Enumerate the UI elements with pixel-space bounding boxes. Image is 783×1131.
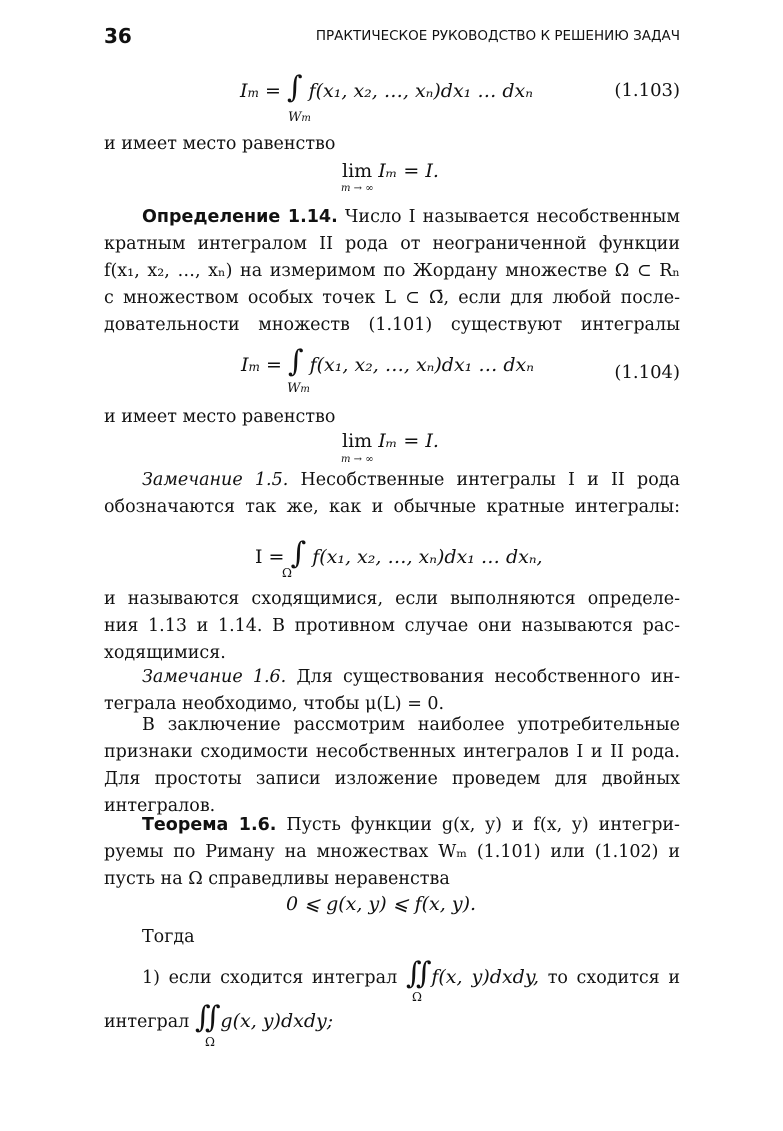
- domain-sub: m: [301, 113, 311, 124]
- remark-label: Замечание 1.5.: [142, 470, 289, 490]
- eq-lhs: I: [240, 80, 248, 102]
- theorem-label: Теорема 1.6.: [142, 815, 277, 835]
- equation-number-1-104: (1.104): [614, 362, 680, 383]
- remark-line-2: теграла необходимо, чтобы μ(L) = 0.: [104, 694, 445, 714]
- item-integrand: g(x, y)dxdy;: [220, 1010, 334, 1032]
- conclusion-paragraph: [104, 712, 680, 820]
- paragraph-line: ходящимися.: [104, 643, 226, 663]
- definition-line-3: f(x₁, x₂, …, xₙ) на измеримом по Жордану множестве Ω ⊂ Rₙ: [104, 261, 680, 281]
- remark-line-1: [104, 664, 680, 691]
- integral-sign: ∫: [286, 70, 303, 105]
- definition-text: Число I называется несобственным: [344, 207, 680, 227]
- item-1-cont-domain: Ω: [205, 1035, 215, 1049]
- paragraph-line: Для простоты записи изложение проведем для двойных: [104, 769, 680, 789]
- domain: W: [288, 110, 302, 125]
- text-line: и имеет место равенство: [104, 134, 336, 154]
- limit-under: m → ∞: [341, 454, 374, 465]
- item-1-continuation: [104, 1000, 680, 1036]
- definition-line-2: кратным интегралом II рода от неограниченной функции: [104, 234, 680, 254]
- theorem-line-1: [104, 812, 680, 839]
- domain-sub: m: [300, 384, 310, 395]
- lim: lim: [342, 430, 373, 452]
- text-line: и имеет место равенство: [104, 407, 336, 427]
- page-number: 36: [104, 24, 132, 48]
- item-tail: то сходится и: [547, 968, 680, 988]
- paragraph-line: ния 1.13 и 1.14. В противном случае они называются рас-: [104, 616, 680, 636]
- eq-lhs-sub: m: [248, 360, 260, 374]
- item-text: интеграл: [104, 1012, 190, 1032]
- theorem-line-3: пусть на Ω справедливы неравенства: [104, 869, 450, 889]
- paragraph-line: и называются сходящимися, если выполняются определе-: [104, 589, 680, 609]
- eq-integrand: f(x₁, x₂, …, xₙ)dx₁ … dxₙ,: [312, 546, 543, 568]
- eq-sign: =: [264, 80, 281, 102]
- eq-lhs-sub: m: [247, 86, 259, 100]
- item-text: 1) если сходится интеграл: [142, 968, 398, 988]
- item-1: [104, 956, 680, 992]
- definition-line-5: довательности множеств (1.101) существуют интегралы: [104, 315, 680, 335]
- limit-under: m → ∞: [341, 183, 374, 194]
- equation-1-103: [240, 70, 533, 105]
- definition-line-1: [104, 204, 680, 231]
- paragraph-line: признаки сходимости несобственных интегралов I и II рода.: [104, 742, 680, 762]
- domain: W: [287, 381, 301, 396]
- paragraph-line: интегралов.: [104, 796, 216, 816]
- integral-sign: ∫: [290, 536, 307, 571]
- equation-number-1-103: (1.103): [614, 80, 680, 101]
- page-header: [104, 24, 680, 50]
- eq-lhs: I: [241, 354, 249, 376]
- remark-1-6: [104, 664, 680, 718]
- definition-label: Определение 1.14.: [142, 207, 338, 227]
- equation-1-103-domain: [288, 110, 311, 125]
- remark-label: Замечание 1.6.: [142, 667, 287, 687]
- equation-1-104-domain: [287, 381, 310, 396]
- definition-line-4: с множеством особых точек L ⊂ Ω̄, если для любой после-: [104, 288, 680, 308]
- then-word: Тогда: [142, 927, 195, 947]
- general-integral-domain: Ω: [282, 566, 292, 580]
- general-integral: [255, 536, 543, 571]
- theorem-text: Пусть функции g(x, y) и f(x, y) интегри-: [286, 815, 680, 835]
- limit-expr: Iₘ = I.: [378, 160, 439, 182]
- item-1-domain: Ω: [412, 990, 422, 1004]
- eq-integrand: f(x₁, x₂, …, xₙ)dx₁ … dxₙ: [308, 80, 533, 102]
- definition-1-14: [104, 204, 680, 339]
- integral-sign: ∫: [287, 344, 304, 379]
- limit-expression: [342, 430, 439, 452]
- double-integral-sign: ∬: [194, 1000, 221, 1035]
- limit-expression: [342, 160, 439, 182]
- remark-text: Для существования несобственного ин-: [296, 667, 680, 687]
- remark-line-2: обозначаются так же, как и обычные кратные интегралы:: [104, 497, 680, 517]
- remark-1-5: [104, 467, 680, 521]
- eq-sign: =: [265, 354, 282, 376]
- limit-expr: Iₘ = I.: [378, 430, 439, 452]
- eq-integrand: f(x₁, x₂, …, xₙ)dx₁ … dxₙ: [309, 354, 534, 376]
- equation-1-104: [241, 344, 534, 379]
- convergence-paragraph: [104, 586, 680, 667]
- item-integral: [194, 1000, 334, 1035]
- item-integral: [405, 956, 540, 991]
- remark-text: Несобственные интегралы I и II рода: [300, 470, 680, 490]
- theorem-1-6: [104, 812, 680, 893]
- inequality: 0 ⩽ g(x, y) ⩽ f(x, y).: [286, 893, 477, 915]
- running-title: ПРАКТИЧЕСКОЕ РУКОВОДСТВО К РЕШЕНИЮ ЗАДАЧ: [315, 28, 680, 44]
- item-integrand: f(x, y)dxdy,: [431, 966, 540, 988]
- remark-line-1: [104, 467, 680, 494]
- eq-lhs: I =: [255, 546, 285, 568]
- theorem-line-2: руемы по Риману на множествах Wₘ (1.101) или (1.102) и: [104, 842, 680, 862]
- lim: lim: [342, 160, 373, 182]
- item-1-line: [104, 956, 680, 992]
- double-integral-sign: ∬: [405, 956, 432, 991]
- paragraph-line: В заключение рассмотрим наиболее употребительные: [142, 715, 680, 735]
